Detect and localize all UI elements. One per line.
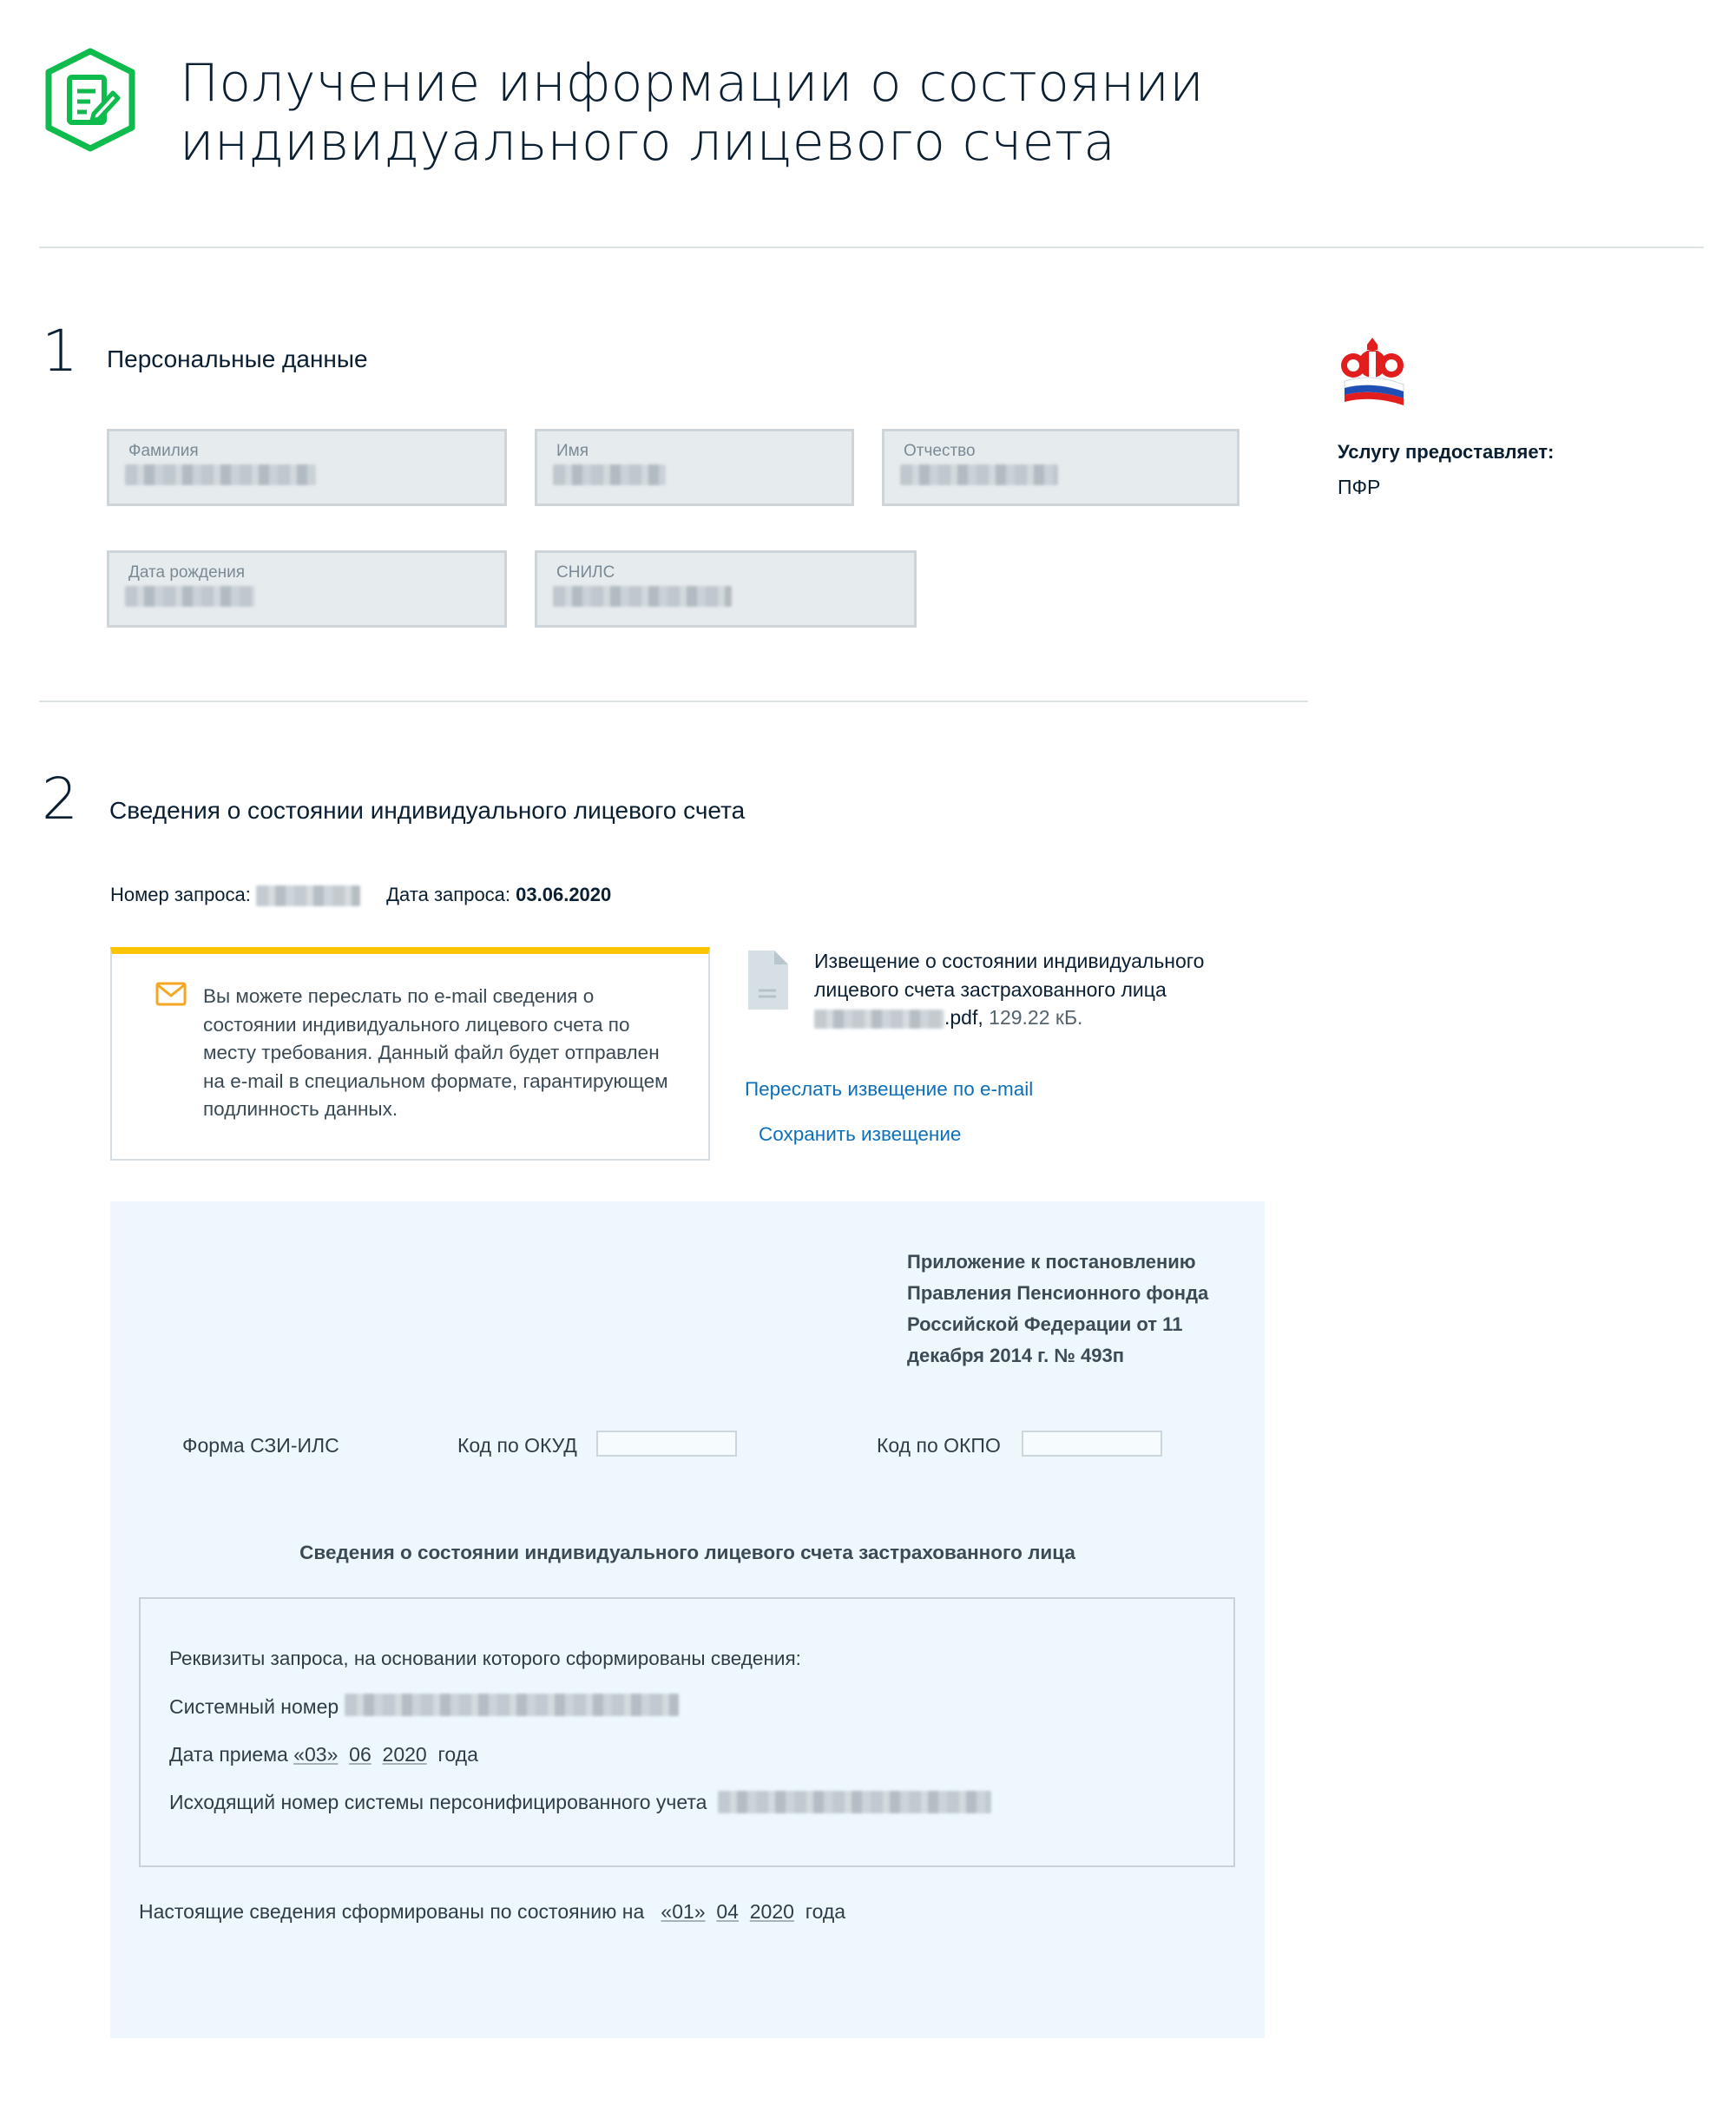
- redacted-value: [900, 464, 1058, 485]
- receipt-date: [169, 1743, 478, 1766]
- snils-field[interactable]: [535, 550, 917, 628]
- formed-date: [139, 1900, 845, 1924]
- formed-suffix: года: [805, 1900, 846, 1923]
- provider-name: ПФР: [1338, 476, 1381, 498]
- patronymic-field[interactable]: [882, 429, 1240, 506]
- redacted-value: [125, 464, 316, 485]
- okud-label: Код по ОКУД: [457, 1434, 577, 1457]
- redacted-value: [814, 1010, 944, 1029]
- document-heading: Сведения о состоянии индивидуального лицевого счета застрахованного лица: [299, 1542, 1075, 1563]
- request-number-label: Номер запроса:: [110, 884, 251, 905]
- redacted-value: [553, 586, 732, 607]
- field-label: СНИЛС: [556, 563, 615, 582]
- file-icon: [745, 949, 790, 1011]
- receipt-suffix: года: [437, 1743, 478, 1766]
- receipt-month: 06: [349, 1743, 372, 1766]
- formed-label: Настоящие сведения сформированы по состоянию на: [139, 1900, 645, 1923]
- document-edit-icon: [38, 48, 142, 152]
- step-number: 1: [42, 318, 78, 385]
- info-box: [110, 947, 710, 1161]
- section-title: Сведения о состоянии индивидуального лицевого счета: [109, 797, 746, 824]
- redacted-value: [345, 1694, 679, 1716]
- page-title: Получение информации о состоянии индивидуального лицевого счета: [180, 53, 1205, 173]
- requisites-label: Реквизиты запроса, на основании которого сформированы сведения:: [169, 1648, 801, 1669]
- annex-note: Приложение к постановлению Правления Пенсионного фонда Российской Федерации от 11 декабря 2014 г. № 493п: [907, 1251, 1209, 1366]
- file-info: [814, 947, 1283, 1032]
- step-number: 2: [42, 766, 78, 832]
- mail-icon: [155, 982, 187, 1006]
- birth-date-field[interactable]: [107, 550, 507, 628]
- file-size: 129.22 кБ.: [989, 1006, 1083, 1029]
- save-notice-link[interactable]: Сохранить извещение: [759, 1123, 962, 1145]
- receipt-year: 2020: [382, 1743, 427, 1766]
- outgoing-number-label: Исходящий номер системы персонифицированного учета: [169, 1791, 707, 1813]
- field-label: Отчество: [904, 442, 976, 460]
- formed-day: «01»: [661, 1900, 706, 1923]
- system-number-label: Системный номер: [169, 1695, 339, 1718]
- request-requisites-box: [139, 1597, 1235, 1867]
- redacted-value: [125, 586, 255, 607]
- field-label: Фамилия: [128, 442, 199, 460]
- name-field[interactable]: [535, 429, 854, 506]
- redacted-value: [256, 885, 360, 906]
- send-email-link[interactable]: Переслать извещение по e-mail: [745, 1078, 1034, 1100]
- receipt-date-label: Дата приема: [169, 1743, 288, 1766]
- section-title: Персональные данные: [107, 345, 368, 372]
- okud-code-box: [596, 1431, 737, 1457]
- info-text: Вы можете переслать по e-mail сведения о состоянии индивидуального лицевого счета по месту требования. Данный файл будет отправлен на e-mail в специальном формате, гарантирующем подлинность данных.: [203, 985, 668, 1120]
- request-date-label: Дата запроса:: [386, 884, 511, 905]
- redacted-value: [718, 1791, 991, 1813]
- file-extension: .pdf,: [944, 1006, 983, 1029]
- formed-month: 04: [716, 1900, 739, 1923]
- pfr-logo: [1338, 332, 1407, 411]
- okpo-label: Код по ОКПО: [877, 1434, 1001, 1457]
- redacted-value: [553, 464, 666, 485]
- statement-document: [110, 1201, 1265, 2038]
- file-title: Извещение о состоянии индивидуального лицевого счета застрахованного лица: [814, 950, 1205, 1001]
- request-date: 03.06.2020: [516, 884, 612, 905]
- surname-field[interactable]: [107, 429, 507, 506]
- provider-label: Услугу предоставляет:: [1338, 441, 1555, 463]
- section-divider: [39, 701, 1308, 702]
- header-divider: [39, 247, 1704, 248]
- formed-year: 2020: [749, 1900, 794, 1923]
- field-label: Дата рождения: [128, 563, 246, 582]
- form-name: Форма СЗИ-ИЛС: [182, 1434, 339, 1457]
- receipt-day: «03»: [293, 1743, 339, 1766]
- okpo-code-box: [1022, 1431, 1162, 1457]
- request-info: [110, 884, 611, 906]
- field-label: Имя: [556, 442, 589, 460]
